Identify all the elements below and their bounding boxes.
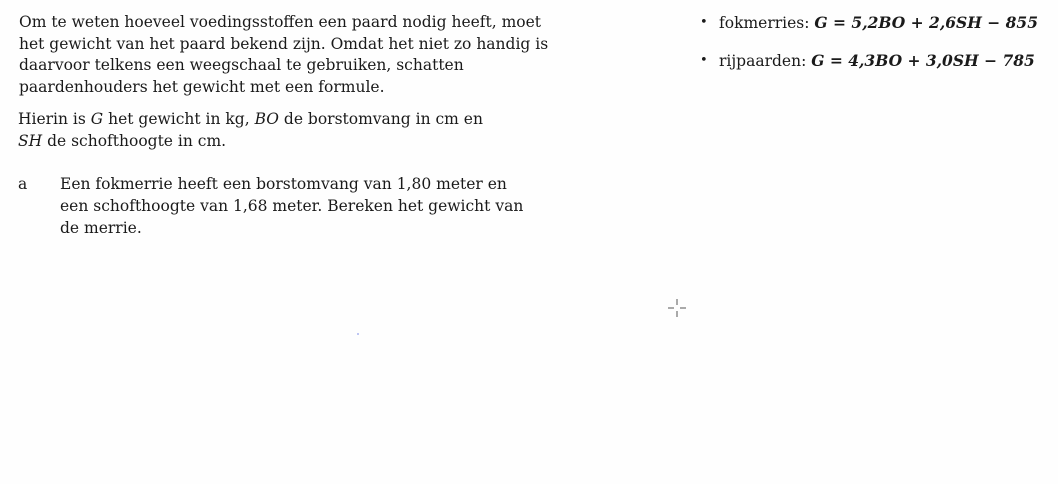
definition-text-4: de schofthoogte in cm. [42,132,227,150]
formula-expression: G = 5,2BO + 2,6SH − 855 [814,13,1038,32]
crosshair-icon [668,299,686,317]
question-label: a [18,175,28,193]
definition-text-1: Hierin is [18,110,91,128]
formula-label-text: fokmerries: [719,14,815,32]
variable-sh: SH [18,132,43,150]
bullet-icon: • [700,15,708,30]
formula-label [719,12,1038,34]
stray-dot [357,333,359,335]
bullet-icon: • [700,53,708,68]
variable-bo: BO [254,110,279,128]
definition-text-2: het gewicht in kg, [103,110,255,128]
formula-label-text: rijpaarden: [719,52,812,70]
definition-text-3: de borstomvang in cm en [278,110,483,128]
question-text: Een fokmerrie heeft een borstomvang van 1,80 meter en een schofthoogte van 1,68 meter. Bereken het gewicht van de merrie. [60,175,524,237]
variable-definition [18,108,488,152]
variable-g: G [90,110,104,128]
formula-expression: G = 4,3BO + 3,0SH − 785 [811,51,1035,70]
formula-label [719,50,1035,72]
intro-paragraph: Om te weten hoeveel voedingsstoffen een paard nodig heeft, moet het gewicht van het paard bekend zijn. Omdat het niet zo handig is daarvoor telkens een weegschaal te gebruiken, schatten paardenhouders het gewicht met een formule. [19,13,549,96]
